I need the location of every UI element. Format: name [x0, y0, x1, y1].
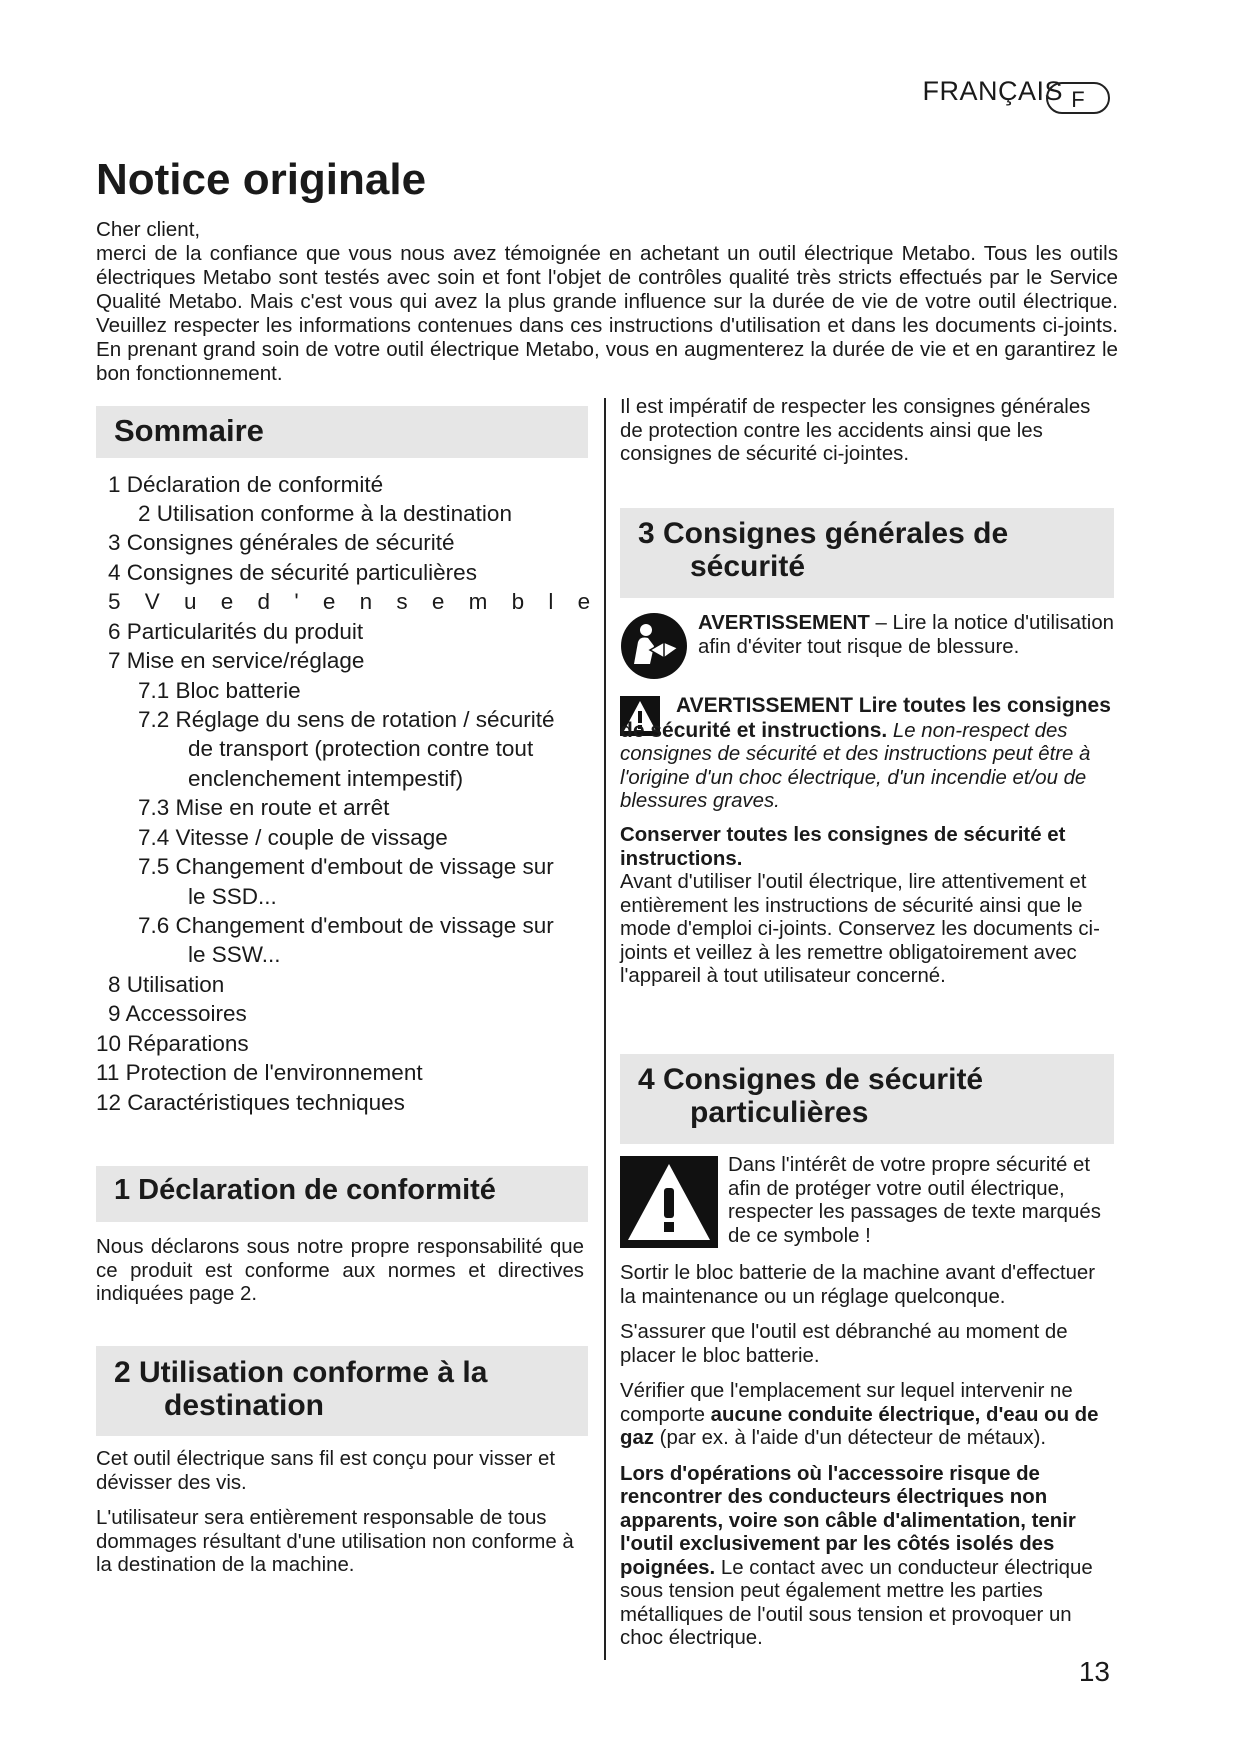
toc-item[interactable]: 5 V u e d ' e n s e m b l e [108, 589, 600, 614]
section2-heading-line1: 2 Utilisation conforme à la [114, 1356, 488, 1389]
warning2-text: Le non-respect des consignes de sécurité et des instructions peut être à l'origine d'un choc électrique, d'un incendie et/ou de blessures graves. [620, 719, 1091, 812]
page-number: 13 [1078, 1656, 1110, 1687]
warning1-label: AVERTISSEMENT [698, 612, 870, 634]
section2-heading-box [96, 1346, 588, 1436]
keep-instructions-label: Conserver toutes les consignes de sécurité et instructions. [620, 824, 1066, 870]
page-title: Notice originale [96, 155, 427, 204]
intro-salutation: Cher client, [96, 218, 201, 241]
section4-body [620, 1262, 1114, 1663]
toc-item[interactable]: 4 Consignes de sécurité particulières [108, 560, 477, 585]
right-intro [620, 396, 1112, 479]
section1-text: Nous déclarons sous notre propre responsabilité que ce produit est conforme aux normes et directives indiquées page 2. [96, 1236, 584, 1305]
warning-read-manual [698, 612, 1118, 671]
toc-item[interactable]: 7.4 Vitesse / couple de vissage [138, 825, 448, 850]
column-divider [604, 398, 606, 1660]
section3-heading-line2: sécurité [690, 550, 806, 583]
read-manual-icon [620, 612, 688, 680]
section2-body [96, 1448, 584, 1590]
language-code-badge: F [1046, 82, 1110, 114]
caution-symbol-icon [620, 1156, 718, 1248]
toc-item[interactable]: 7 Mise en service/réglage [108, 648, 365, 673]
section4-heading-line2: particulières [690, 1096, 869, 1129]
section2-heading-line2: destination [164, 1389, 325, 1422]
section4-p1: Sortir le bloc batterie de la machine avant d'effectuer la maintenance ou un réglage quelconque. [620, 1262, 1096, 1308]
section2-para2: L'utilisateur sera entièrement responsable de tous dommages résultant d'une utilisation non conforme à la destination de la machine. [96, 1507, 574, 1576]
sommaire-heading-box [96, 406, 588, 458]
right-intro-text: Il est impératif de respecter les consignes générales de protection contre les accidents ainsi que les consignes de sécurité ci-jointes. [620, 396, 1091, 465]
toc-item[interactable]: 7.5 Changement d'embout de vissage sur [138, 854, 554, 879]
toc-item-continued[interactable]: de transport (protection contre tout [188, 736, 534, 761]
toc-item-continued[interactable]: enclenchement intempestif) [188, 766, 464, 791]
toc-item[interactable]: 7.1 Bloc batterie [138, 678, 301, 703]
toc-item[interactable]: 6 Particularités du produit [108, 619, 364, 644]
toc-item[interactable]: 3 Consignes générales de sécurité [108, 530, 455, 555]
section4-p3a: Vérifier que l'emplacement sur lequel intervenir ne comporte [620, 1380, 1073, 1426]
sommaire-heading: Sommaire [114, 413, 264, 448]
toc-item[interactable]: 7.2 Réglage du sens de rotation / sécurité [138, 707, 555, 732]
section4-p2: S'assurer que l'outil est débranché au moment de placer le bloc batterie. [620, 1321, 1068, 1367]
section1-heading: 1 Déclaration de conformité [114, 1174, 496, 1206]
intro-text [96, 218, 1118, 386]
warning2-label: AVERTISSEMENT Lire toutes les consignes de sécurité et instructions. [620, 694, 1111, 742]
language-label: FRANÇAIS [922, 76, 1063, 106]
section4-p3-bold: aucune conduite électrique, d'eau ou de gaz [620, 1403, 1099, 1449]
toc-item[interactable]: 7.6 Changement d'embout de vissage sur [138, 913, 554, 938]
toc-item[interactable]: 7.3 Mise en route et arrêt [138, 795, 390, 820]
warning-read-all [620, 694, 1114, 826]
toc-item[interactable]: 9 Accessoires [108, 1001, 247, 1026]
section4-p4-bold: Lors d'opérations où l'accessoire risque de rencontrer des conducteurs électriques non apparents, voire son câble d'alimentation, tenir l'outil exclusivement par les côtés isolés des poignées. [620, 1462, 1076, 1579]
caution-symbol-text [728, 1154, 1116, 1260]
keep-instructions [620, 824, 1114, 1001]
section4-heading-line1: 4 Consignes de sécurité [638, 1063, 984, 1096]
section4-heading-box [620, 1054, 1114, 1144]
toc-item[interactable]: 11 Protection de l'environnement [96, 1060, 423, 1085]
toc-item[interactable]: 1 Déclaration de conformité [108, 472, 384, 497]
toc-item[interactable]: 12 Caractéristiques techniques [96, 1090, 405, 1115]
toc-item[interactable]: 10 Réparations [96, 1031, 249, 1056]
keep-instructions-text: Avant d'utiliser l'outil électrique, lire attentivement et entièrement les instructions de sécurité ainsi que le mode d'emploi ci-joints. Conservez les documents ci-joints et veillez à les remettre obligatoirement avec l'appareil à tout utilisateur concerné. [620, 871, 1100, 987]
section3-heading-box [620, 508, 1114, 598]
section4-symbol-text: Dans l'intérêt de votre propre sécurité et afin de protéger votre outil électrique, respecter les passages de texte marqués de ce symbole ! [728, 1154, 1101, 1247]
section1-heading-box [96, 1166, 588, 1222]
toc-item-continued[interactable]: le SSD... [188, 884, 277, 909]
intro-body: merci de la confiance que vous nous avez témoignée en achetant un outil électrique Metabo. Tous les outils électriques Metabo sont testés avec soin et font l'objet de contrôles qualité très stricts effectués par le Service Qualité Metabo. Mais c'est vous qui avez la plus grande influence sur la durée de vie de votre outil électrique. Veuillez respecter les informations contenues dans ces instructions d'utilisation et dans les documents ci-joints. En prenant grand soin de votre outil électrique Metabo, vous en augmenterez la durée de vie et en garantirez le bon fonctionnement. [96, 242, 1118, 385]
toc-item[interactable]: 8 Utilisation [108, 972, 225, 997]
section2-para1: Cet outil électrique sans fil est conçu pour visser et dévisser des vis. [96, 1448, 556, 1494]
section3-heading-line1: 3 Consignes générales de [638, 517, 1009, 550]
warning1-text: – Lire la notice d'utilisation afin d'éviter tout risque de blessure. [698, 612, 1115, 658]
section4-p3b: (par ex. à l'aide d'un détecteur de métaux). [654, 1427, 1047, 1449]
section4-p4-text: Le contact avec un conducteur électrique sous tension peut également mettre les parties métalliques de l'outil sous tension et provoquer un choc électrique. [620, 1556, 1093, 1649]
toc-item[interactable]: 2 Utilisation conforme à la destination [138, 501, 512, 526]
section1-body [96, 1236, 584, 1319]
toc-item-continued[interactable]: le SSW... [188, 942, 281, 967]
